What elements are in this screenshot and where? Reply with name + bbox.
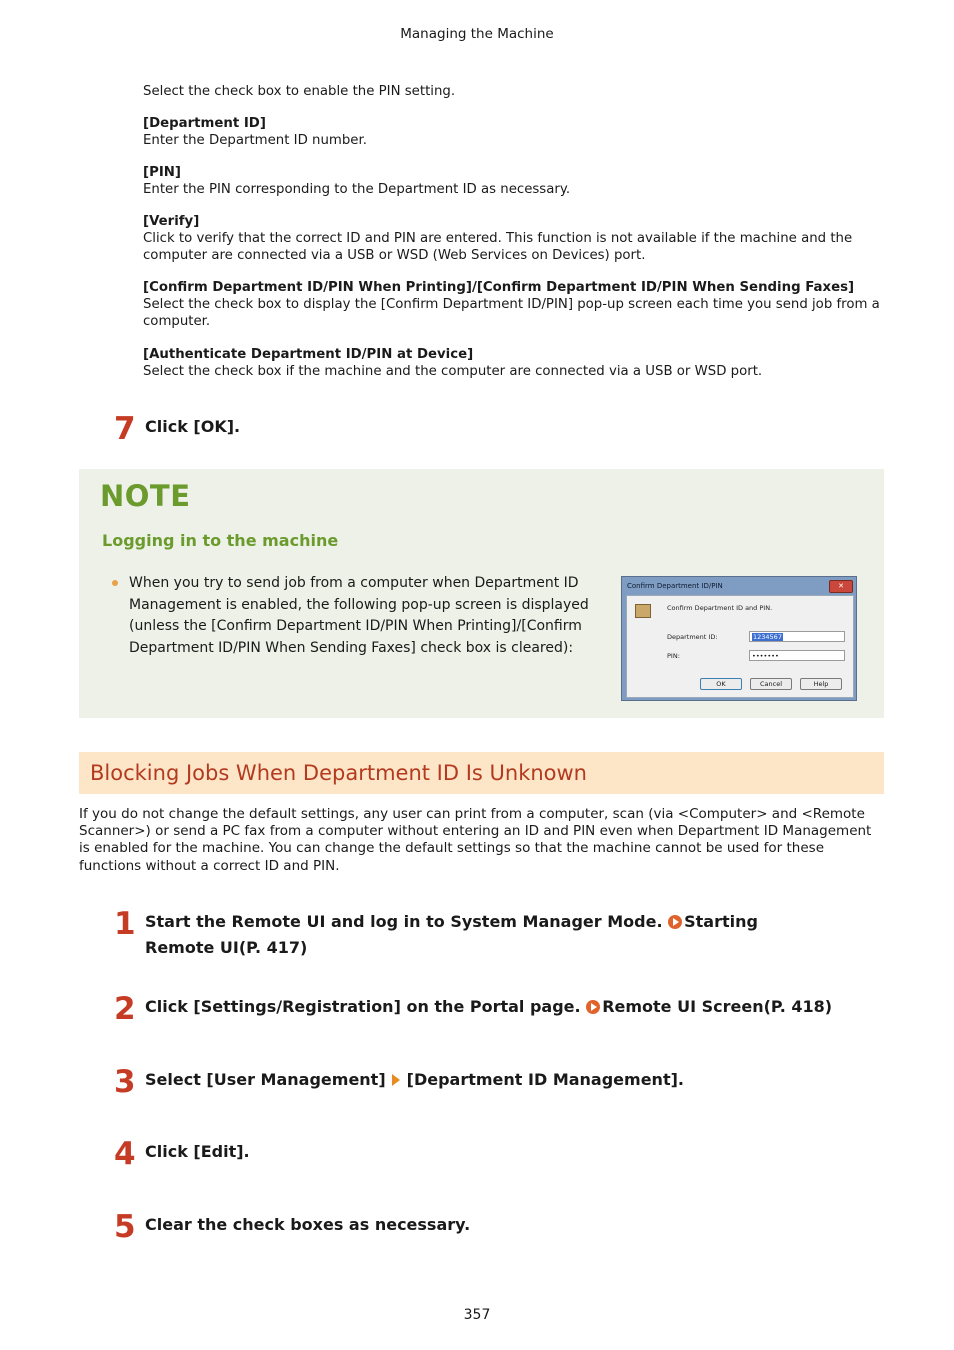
setting-term: [Confirm Department ID/PIN When Printing]/[Confirm Department ID/PIN When Sending Faxes] [143,280,855,295]
setting-term: [Authenticate Department ID/PIN at Device] [143,347,474,362]
setting-desc: Enter the Department ID number. [143,133,367,148]
step-text [145,909,815,961]
setting-item-confirm-department [143,279,883,330]
key-icon [635,604,651,618]
department-id-field [749,631,845,642]
dialog-body [626,595,854,698]
step-number: 1 [114,906,136,942]
step-text [145,1067,825,1093]
step-number: 7 [114,411,136,447]
step-number: 2 [114,991,136,1027]
step-text: Clear the check boxes as necessary. [145,1215,471,1234]
step-number: 4 [114,1136,136,1172]
setting-desc: Select the check box if the machine and the computer are connected via a USB or WSD port. [143,364,763,379]
link-remote-ui-screen[interactable]: Remote UI Screen(P. 418) [602,997,833,1016]
department-id-label: Department ID: [667,633,718,641]
bullet-icon [112,580,118,586]
dialog-message: Confirm Department ID and PIN. [667,604,773,612]
cancel-button: Cancel [750,678,792,690]
ok-button: OK [700,678,742,690]
step-text: Click [Edit]. [145,1142,250,1161]
department-id-value: 1234567 [753,633,782,641]
close-icon: ✕ [829,580,853,593]
note-bullet-text: When you try to send job from a computer when Department ID Management is enabled, the following pop-up screen is displayed (unless the [Confirm Department ID/PIN When Printing]/[Confirm Department ID/PIN When Sending Faxes] check box is cleared): [129,575,589,656]
link-arrow-icon [668,915,682,929]
pin-checkbox-instruction: Select the check box to enable the PIN setting. [143,84,456,99]
step-text-main: Select [User Management] [145,1070,386,1089]
section-intro: If you do not change the default settings, any user can print from a computer, scan (via <Computer> and <Remote Scanner>) or send a PC fax from a computer without entering an ID and PIN even when Department ID Management is enabled for the machine. You can change the default settings so that the machine cannot be used for these functions without a correct ID and PIN. [79,806,872,874]
help-button: Help [800,678,842,690]
setting-desc: Enter the PIN corresponding to the Department ID as necessary. [143,182,571,197]
note-title: NOTE [100,479,191,513]
setting-term: [Department ID] [143,116,266,131]
step-text-target: [Department ID Management]. [406,1070,684,1089]
step-text-main: Click [Settings/Registration] on the Portal page. [145,997,581,1016]
setting-term: [Verify] [143,214,200,229]
step-text [145,994,845,1020]
note-subtitle: Logging in to the machine [102,531,339,550]
link-starting-remote-ui[interactable]: Starting Remote UI(P. 417) [145,912,758,957]
setting-item-department-id [143,115,883,149]
page-number: 357 [463,1307,491,1323]
dialog-title: Confirm Department ID/PIN [627,582,723,590]
running-header: Managing the Machine [400,26,554,42]
step-number: 3 [114,1064,136,1100]
confirm-dialog-screenshot [621,576,857,701]
pin-label: PIN: [667,652,680,660]
step-text: Click [OK]. [145,417,241,436]
pin-field: ••••••• [749,650,845,661]
step-text-main: Start the Remote UI and log in to System Manager Mode. [145,912,663,931]
setting-item-pin [143,164,883,198]
setting-desc: Click to verify that the correct ID and PIN are entered. This function is not available if the machine and the computer are connected via a USB or WSD (Web Services on Devices) port. [143,231,853,263]
setting-item-verify [143,213,883,264]
step-number: 5 [114,1209,136,1245]
link-arrow-icon [586,1000,600,1014]
setting-term: [PIN] [143,165,181,180]
setting-desc: Select the check box to display the [Confirm Department ID/PIN] pop-up screen each time you send job from a computer. [143,297,880,329]
menu-arrow-icon [392,1074,400,1086]
section-title: Blocking Jobs When Department ID Is Unknown [90,761,587,785]
setting-item-authenticate-at-device [143,346,883,380]
